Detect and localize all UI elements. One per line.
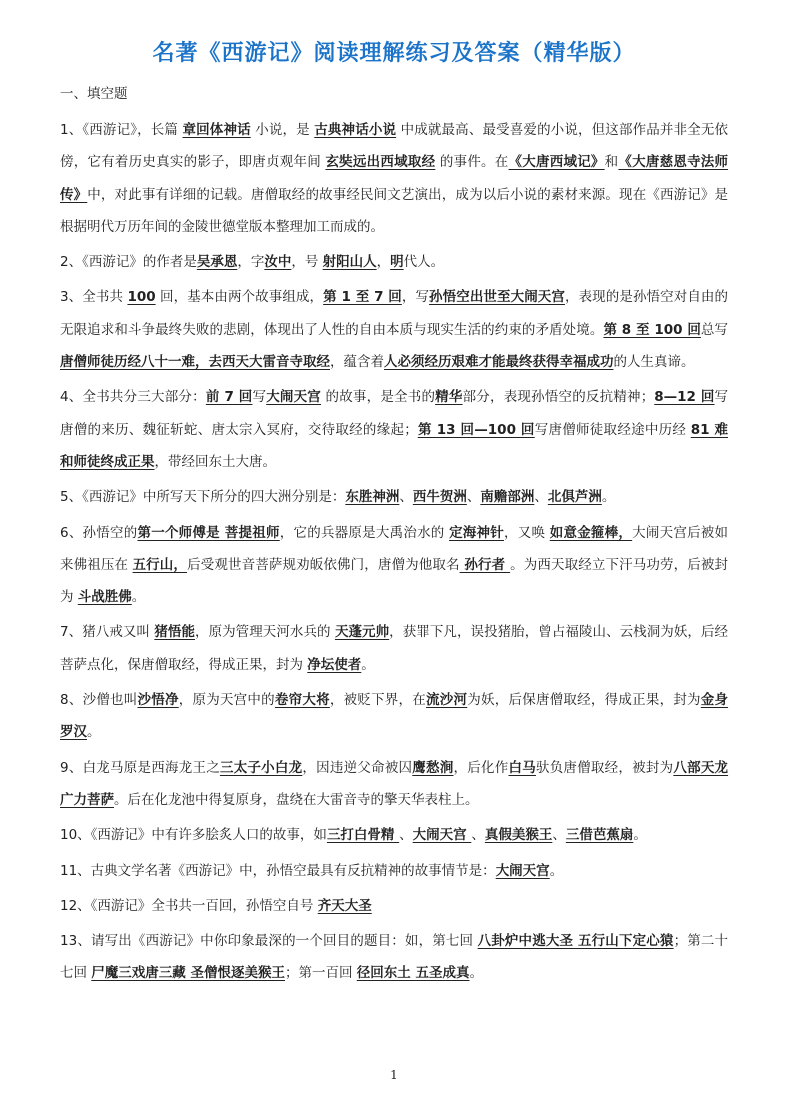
question-text: ，写 [401,289,430,306]
question-text: 8、沙僧也叫 [60,692,138,709]
answer-text: 净坛使者 [307,656,362,673]
question-text: ，因违逆父命被囚 [302,759,413,776]
answer-text: 《大唐西域记》 [508,154,605,171]
answer-text: 猪悟能 [154,624,196,641]
question-item [60,381,728,478]
question-item [60,684,728,749]
question-text: ，原为管理天河水兵的 [195,624,335,641]
answer-text: 前 7 回 [205,389,253,406]
question-text: 写 [252,389,267,406]
answer-text: 第一个师傅是 菩提祖师 [137,524,280,541]
question-text: 。 [601,489,616,506]
question-text: 、 [399,489,413,506]
answer-text: 三太子小白龙 [219,759,303,776]
question-text: 、 [534,489,548,506]
question-text: 中，对此事有详细的记载。唐僧取经的故事经民间文艺演出，成为以后小说的素材来源。现在《西游记》是根据明代万历年间的金陵世德堂版本整理加工而成的。 [60,186,729,235]
question-text: 7、猪八戒又叫 [60,624,155,641]
answer-text: 吴承恩 [196,254,238,271]
answer-text: 东胜神洲 [345,489,400,506]
answer-text: 八卦炉中逃大圣 五行山下定心猿 [477,933,674,950]
answer-text: 斗战胜佛 [77,589,132,606]
question-text: 的事件。在 [435,154,509,171]
answer-text: 沙悟净 [137,692,179,709]
answer-text: 古典神话小说 [314,122,397,138]
answer-text: 章回体神话 [182,122,251,138]
question-text: 总写 [700,321,729,338]
answer-text: 八部天龙广力菩萨 [60,759,729,808]
question-text: 后受观世音菩萨规劝皈依佛门，唐僧为他取名 [187,556,460,573]
answer-text: 卷帘大将 [274,692,330,709]
answer-text: 大闹天宫 [495,862,550,879]
question-item [60,616,728,681]
question-text: ，又唤 [504,524,550,541]
question-text: 4、全书共分三大部分： [60,389,206,406]
question-text: 小说，是 [250,122,315,138]
question-item [60,481,728,513]
question-list [60,114,728,990]
question-text: ；第二十七回 [60,933,729,982]
question-text: 。 [633,827,647,844]
question-item [60,752,728,817]
answer-text: 孙悟空出世至大闹天宫 [429,289,565,306]
answer-text: 三打白骨精 [326,827,400,844]
question-text: 。 [131,589,146,606]
question-text: 、 [471,827,485,844]
question-text: ，原为天宫中的 [178,692,275,709]
answer-text: 100 [127,289,156,306]
question-item [60,890,728,922]
answer-text: 齐天大圣 [317,897,372,914]
question-text: 10、《西游记》中有许多脍炙人口的故事，如 [60,827,327,844]
answer-text: 三借芭蕉扇 [565,827,634,844]
question-text: 。 [87,724,101,741]
answer-text: 第 13 回—100 回 [417,421,535,438]
question-text: ，带经回东土大唐。 [154,453,276,470]
question-text: 9、白龙马原是西海龙王之 [60,759,220,776]
question-item [60,855,728,887]
page-number: 1 [390,1068,398,1082]
question-text: 。 [549,862,564,879]
question-text: ，蕴含着 [330,354,384,371]
question-text: 。为西天取经立下汗马功劳，后被封为 [60,556,729,606]
answer-text: 白马 [508,759,536,776]
answer-text: 射阳山人 [322,254,377,271]
question-text: 、 [552,827,566,844]
answer-text: 南赡部洲 [480,489,535,506]
section-heading: 一、填空题 [60,86,128,102]
answer-text: 如意金箍棒， [549,524,633,541]
answer-text: 金身罗汉 [60,692,729,741]
answer-text: 精华 [435,389,463,406]
answer-text: 孙行者 [459,556,511,573]
question-text: ，它的兵器原是大禹治水的 [279,524,450,541]
answer-text: 8—12 回 [654,389,715,406]
question-text: 和 [604,154,619,171]
question-text: 12、《西游记》全书共一百回，孙悟空自号 [60,897,318,914]
question-text: 写唐僧的来历、魏征斩蛇、唐太宗入冥府，交待取经的缘起； [60,389,729,438]
answer-text: 鹰愁涧 [412,759,454,776]
question-text: 代人。 [403,254,445,271]
answer-text: 真假美猴王 [484,827,553,844]
question-text: ；第一百回 [285,965,357,982]
answer-text: 径回东土 五圣成真 [356,965,470,982]
document-title: 名著《西游记》阅读理解练习及答案（精华版） [152,41,636,66]
question-text: 写唐僧师徒取经途中历经 [534,421,691,438]
question-text: 的故事，是全书的 [321,389,436,406]
answer-text: 西牛贺洲 [412,489,467,506]
question-text: ，字 [237,254,265,271]
question-text: ，表现的是孙悟空对自由的无限追求和斗争最终失败的悲剧，体现出了人性的自由本质与现实生活的约束的矛盾处境。 [60,289,729,338]
answer-text: 唐僧师徒历经八十一难，去西天大雷音寺取经 [60,354,330,371]
answer-text: 尸魔三戏唐三藏 圣僧恨逐美猴王 [91,965,285,982]
question-text: 中成就最高、最受喜爱的小说，但这部作品并非全无依傍，它有着历史真实的影子，即唐贞观年间 [60,122,728,171]
answer-text: 汝中 [264,254,292,271]
answer-text: 人必须经历艰难才能最终获得幸福成功 [384,354,614,371]
question-text: 为妖，后保唐僧取经，得成正果，封为 [467,692,701,709]
answer-text: 大闹天宫 [266,389,322,406]
question-item [60,819,728,851]
question-text: 、 [466,489,481,506]
question-text: 。后在化龙池中得复原身，盘绕在大雷音寺的擎天华表柱上。 [114,791,479,808]
answer-text: 《大唐慈恩寺法师传》 [60,154,729,203]
question-item [60,114,728,243]
question-text: 驮负唐僧取经，被封为 [535,759,674,776]
question-text: ，后化作 [453,759,509,776]
question-text: ，被贬下界，在 [329,692,427,709]
question-text: 部分，表现孙悟空的反抗精神； [462,389,655,406]
question-text: 5、《西游记》中所写天下所分的四大洲分别是： [60,489,346,506]
question-text: 的人生真谛。 [613,354,695,371]
question-text: 2、《西游记》的作者是 [60,254,197,271]
question-text: ，号 [291,254,323,271]
question-text: 1、《西游记》，长篇 [60,122,183,138]
question-text: ，获罪下凡，误投猪胎，曾占福陵山、云栈洞为妖，后经菩萨点化，保唐僧取经，得成正果，封为 [60,624,729,673]
answer-text: 81 难和师徒终成正果 [60,421,728,470]
question-text: 、 [399,827,413,844]
answer-text: 五行山， [132,556,188,573]
question-text: 。 [469,965,483,982]
question-item [60,517,728,614]
question-text: 3、全书共 [60,289,128,306]
answer-text: 定海神针 [449,524,504,541]
question-text: 13、请写出《西游记》中你印象最深的一个回目的题目：如，第七回 [60,933,478,950]
question-item [60,281,728,378]
answer-text: 流沙河 [426,692,468,709]
answer-text: 第 8 至 100 回 [603,321,701,338]
question-text: ， [376,254,391,271]
question-text: 回，基本由两个故事组成， [155,289,324,306]
question-item [60,246,728,278]
answer-text: 北俱芦洲 [547,489,602,506]
answer-text: 明 [390,254,404,271]
answer-text: 天蓬元帅 [334,624,390,641]
question-text: 11、古典文学名著《西游记》中，孙悟空最具有反抗精神的故事情节是： [60,862,496,879]
question-text: 6、孙悟空的 [60,524,138,541]
question-text: 大闹天宫后被如来佛祖压在 [60,524,729,573]
answer-text: 玄奘远出西域取经 [325,154,436,171]
answer-text: 第 1 至 7 回 [323,289,402,306]
question-item [60,925,728,990]
answer-text: 大闹天宫 [412,827,472,844]
question-text: 。 [361,656,375,673]
